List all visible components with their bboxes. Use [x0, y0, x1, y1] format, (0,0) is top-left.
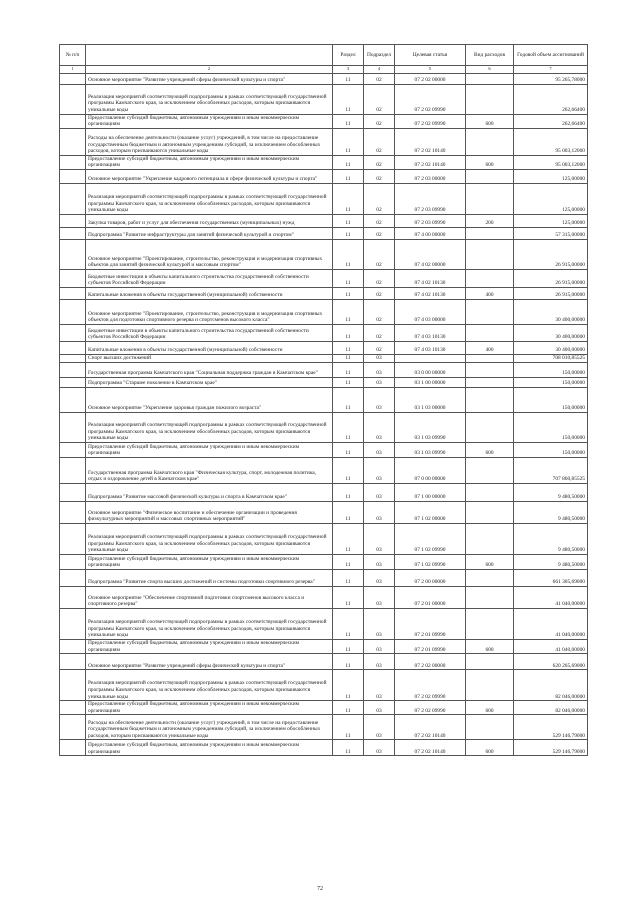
row-podrazdel: 02 — [364, 114, 395, 128]
row-num — [60, 670, 86, 701]
row-vid: 400 — [466, 341, 514, 354]
row-name: Капитальные вложения в объекты государственной (муниципальной) собственности — [86, 341, 333, 354]
row-sum: 95 003,12000 — [514, 155, 588, 169]
row-name: Основное мероприятие "Развитие учреждений сферы физической культуры и спорта" — [86, 73, 333, 84]
row-razdel: 11 — [333, 341, 364, 354]
row-num — [60, 715, 86, 740]
row-razdel: 11 — [333, 608, 364, 639]
row-sum: 529 146,79000 — [514, 715, 588, 740]
row-target: 07 0 00 00000 — [395, 457, 466, 483]
row-podrazdel: 03 — [364, 387, 395, 412]
row-target: 07 2 03 09990 — [395, 214, 466, 227]
row-num — [60, 84, 86, 114]
row-target: 07 1 02 00000 — [395, 501, 466, 523]
row-num — [60, 269, 86, 287]
row-num — [60, 701, 86, 715]
row-target: 03 1 03 09990 — [395, 442, 466, 457]
table-row — [60, 227, 588, 239]
row-target: 07 2 02 10140 — [395, 715, 466, 740]
row-name: Государственная программа Камчатского края "Физическая культура, спорт, молодежная политика, отдых и оздоровление детей в Камчатском крае" — [86, 457, 333, 483]
row-podrazdel: 02 — [364, 214, 395, 227]
row-podrazdel: 02 — [364, 84, 395, 114]
row-target: 03 1 03 09990 — [395, 412, 466, 442]
row-target: 07 2 01 09990 — [395, 608, 466, 639]
row-vid — [466, 128, 514, 155]
row-podrazdel: 03 — [364, 740, 395, 756]
row-name: Основное мероприятие "Проектирование, строительство, реконструкция и модернизация спортивных объектов для занятий физической культурой и массовым спортом" — [86, 239, 333, 269]
table-row — [60, 377, 588, 387]
page-number: 72 — [317, 886, 323, 892]
row-target: 07 2 02 10140 — [395, 740, 466, 756]
row-sum: 95 265,78000 — [514, 73, 588, 84]
row-podrazdel: 03 — [364, 354, 395, 362]
table-row — [60, 362, 588, 377]
column-number-row — [60, 66, 588, 74]
row-vid — [466, 523, 514, 554]
row-target: 07 4 03 00000 — [395, 299, 466, 324]
row-sum: 9 480,50000 — [514, 554, 588, 569]
row-razdel: 11 — [333, 442, 364, 457]
row-num — [60, 114, 86, 128]
row-razdel: 11 — [333, 569, 364, 586]
row-vid: 200 — [466, 214, 514, 227]
row-vid — [466, 586, 514, 608]
row-target: 07 2 02 10140 — [395, 128, 466, 155]
row-num — [60, 341, 86, 354]
row-razdel: 11 — [333, 239, 364, 269]
row-num — [60, 239, 86, 269]
row-sum: 529 146,79000 — [514, 740, 588, 756]
row-vid — [466, 377, 514, 387]
row-sum: 26 915,00000 — [514, 269, 588, 287]
table-row — [60, 155, 588, 169]
row-num — [60, 412, 86, 442]
table-row — [60, 608, 588, 639]
row-num — [60, 554, 86, 569]
row-target: 03 0 00 00000 — [395, 362, 466, 377]
row-num — [60, 324, 86, 341]
row-podrazdel: 03 — [364, 654, 395, 670]
row-target: 07 4 03 10130 — [395, 324, 466, 341]
table-body — [60, 73, 588, 756]
row-name: Закупка товаров, работ и услуг для обеспечения государственных (муниципальных) нужд — [86, 214, 333, 227]
row-target — [395, 354, 466, 362]
row-sum: 95 003,12000 — [514, 128, 588, 155]
col-number: 1 — [60, 66, 86, 74]
row-num — [60, 214, 86, 227]
table-row — [60, 183, 588, 214]
table-row — [60, 715, 588, 740]
row-target: 07 2 02 00000 — [395, 73, 466, 84]
row-vid — [466, 84, 514, 114]
table-row — [60, 299, 588, 324]
row-name: Подпрограмма "Развитие инфраструктуры для занятий физической культурой и спортом" — [86, 227, 333, 239]
row-razdel: 11 — [333, 457, 364, 483]
row-podrazdel: 03 — [364, 670, 395, 701]
table-row — [60, 569, 588, 586]
row-vid — [466, 457, 514, 483]
row-sum: 150,00000 — [514, 377, 588, 387]
row-podrazdel: 03 — [364, 483, 395, 501]
row-name: Подпрограмма "Старшее поколение в Камчатском крае" — [86, 377, 333, 387]
row-name: Предоставление субсидий бюджетным, автономным учреждениям и иным некоммерческим организациям — [86, 114, 333, 128]
row-num — [60, 287, 86, 299]
row-name: Основное мероприятие "Физическое воспитание и обеспечение организации и проведения физкультурных мероприятий и массовых спортивных мероприятий" — [86, 501, 333, 523]
table-row — [60, 287, 588, 299]
row-num — [60, 740, 86, 756]
row-podrazdel: 02 — [364, 227, 395, 239]
row-podrazdel: 03 — [364, 523, 395, 554]
row-target: 07 2 02 09990 — [395, 114, 466, 128]
row-podrazdel: 03 — [364, 457, 395, 483]
row-name: Расходы на обеспечение деятельности (оказание услуг) учреждений, в том числе на предоставление государственным бюджетным и автономным учреждениям субсидий, за исключением обособленных расходов, которым присваиваются уникальные коды — [86, 128, 333, 155]
row-name: Основное мероприятие "Проектирование, строительство, реконструкция и модернизация спортивных объектов для подготовки спортивного резерва и спортсменов высокого класса" — [86, 299, 333, 324]
table-row — [60, 670, 588, 701]
row-razdel: 11 — [333, 114, 364, 128]
row-target: 07 2 02 09990 — [395, 670, 466, 701]
row-num — [60, 362, 86, 377]
row-podrazdel: 03 — [364, 442, 395, 457]
row-vid — [466, 299, 514, 324]
table-row — [60, 269, 588, 287]
row-name: Спорт высших достижений — [86, 354, 333, 362]
row-name: Основное мероприятие "Обеспечение спортивной подготовки спортсменов высокого класса и спортивного резерва" — [86, 586, 333, 608]
table-row — [60, 84, 588, 114]
row-name: Государственная программа Камчатского края "Социальная поддержка граждан в Камчатском крае" — [86, 362, 333, 377]
row-podrazdel: 03 — [364, 608, 395, 639]
row-sum: 41 040,00000 — [514, 608, 588, 639]
row-podrazdel: 02 — [364, 324, 395, 341]
row-vid — [466, 654, 514, 670]
row-num — [60, 501, 86, 523]
row-sum: 57 315,00000 — [514, 227, 588, 239]
col-number: 4 — [364, 66, 395, 74]
table-row — [60, 457, 588, 483]
row-razdel: 11 — [333, 377, 364, 387]
table-row — [60, 169, 588, 183]
row-vid — [466, 387, 514, 412]
row-num — [60, 442, 86, 457]
header-razdel: Раздел — [333, 45, 364, 66]
row-vid: 400 — [466, 287, 514, 299]
row-sum: 125,00000 — [514, 214, 588, 227]
col-number: 7 — [514, 66, 588, 74]
row-num — [60, 483, 86, 501]
table-row — [60, 114, 588, 128]
row-podrazdel: 02 — [364, 287, 395, 299]
row-razdel: 11 — [333, 670, 364, 701]
row-sum: 125,00000 — [514, 183, 588, 214]
row-target: 07 4 03 10130 — [395, 341, 466, 354]
row-num — [60, 128, 86, 155]
row-target: 07 2 02 00000 — [395, 654, 466, 670]
row-num — [60, 227, 86, 239]
row-razdel: 11 — [333, 299, 364, 324]
row-target: 07 4 02 10130 — [395, 287, 466, 299]
row-vid — [466, 183, 514, 214]
row-sum: 620 265,69000 — [514, 654, 588, 670]
row-razdel: 11 — [333, 324, 364, 341]
row-sum: 150,00000 — [514, 412, 588, 442]
row-target: 07 2 03 09990 — [395, 183, 466, 214]
row-target: 07 1 02 09990 — [395, 523, 466, 554]
row-num — [60, 155, 86, 169]
row-sum: 30 400,00000 — [514, 299, 588, 324]
row-sum: 661 305,69000 — [514, 569, 588, 586]
row-sum: 708 010,85525 — [514, 354, 588, 362]
row-num — [60, 586, 86, 608]
row-target: 07 4 02 00000 — [395, 239, 466, 269]
row-razdel: 11 — [333, 523, 364, 554]
row-name: Предоставление субсидий бюджетным, автономным учреждениям и иным некоммерческим организациям — [86, 701, 333, 715]
table-row — [60, 654, 588, 670]
row-razdel: 11 — [333, 501, 364, 523]
row-num — [60, 183, 86, 214]
row-target: 07 1 02 09990 — [395, 554, 466, 569]
header-num: № п/п — [60, 45, 86, 66]
table-row — [60, 214, 588, 227]
row-podrazdel: 02 — [364, 128, 395, 155]
row-podrazdel: 02 — [364, 269, 395, 287]
table-row — [60, 73, 588, 84]
row-name: Реализация мероприятий соответствующей подпрограммы в рамках соответствующей государственной программы Камчатского края, за исключением обособленных расходов, которым присваиваются уникальные коды — [86, 183, 333, 214]
row-sum: 262,66400 — [514, 114, 588, 128]
col-number: 6 — [466, 66, 514, 74]
row-vid — [466, 412, 514, 442]
row-num — [60, 608, 86, 639]
table-row — [60, 523, 588, 554]
row-razdel: 11 — [333, 73, 364, 84]
row-name: Реализация мероприятий соответствующей подпрограммы в рамках соответствующей государственной программы Камчатского края, за исключением обособленных расходов, которым присваиваются уникальные коды — [86, 670, 333, 701]
row-razdel: 11 — [333, 701, 364, 715]
row-name: Основное мероприятие "Укрепление здоровья граждан пожилого возраста" — [86, 387, 333, 412]
row-razdel: 11 — [333, 227, 364, 239]
row-target: 07 2 02 09990 — [395, 84, 466, 114]
row-name: Основное мероприятие "Укрепление кадрового потенциала в сфере физической культуры и спорта" — [86, 169, 333, 183]
row-razdel: 11 — [333, 287, 364, 299]
table-row — [60, 341, 588, 354]
row-razdel: 11 — [333, 483, 364, 501]
row-name: Реализация мероприятий соответствующей подпрограммы в рамках соответствующей государственной программы Камчатского края, за исключением обособленных расходов, которым присваиваются уникальные коды — [86, 84, 333, 114]
row-razdel: 11 — [333, 155, 364, 169]
col-number: 2 — [86, 66, 333, 74]
row-target: 07 2 02 10140 — [395, 155, 466, 169]
table-row — [60, 639, 588, 653]
row-vid — [466, 227, 514, 239]
row-podrazdel: 02 — [364, 341, 395, 354]
row-podrazdel: 03 — [364, 554, 395, 569]
row-razdel: 11 — [333, 362, 364, 377]
row-podrazdel: 02 — [364, 239, 395, 269]
row-vid — [466, 169, 514, 183]
row-vid — [466, 362, 514, 377]
row-target: 07 4 00 00000 — [395, 227, 466, 239]
row-sum: 707 860,85525 — [514, 457, 588, 483]
row-vid — [466, 670, 514, 701]
row-target: 07 2 00 00000 — [395, 569, 466, 586]
row-vid: 600 — [466, 442, 514, 457]
row-razdel: 11 — [333, 214, 364, 227]
row-podrazdel: 03 — [364, 586, 395, 608]
row-vid — [466, 73, 514, 84]
row-podrazdel: 02 — [364, 299, 395, 324]
row-vid — [466, 354, 514, 362]
row-target: 07 4 02 10130 — [395, 269, 466, 287]
row-target: 07 2 01 00000 — [395, 586, 466, 608]
row-vid — [466, 269, 514, 287]
row-sum: 9 480,50000 — [514, 483, 588, 501]
row-podrazdel: 03 — [364, 715, 395, 740]
row-razdel: 11 — [333, 354, 364, 362]
row-name: Подпрограмма "Развитие спорта высших достижений и системы подготовки спортивного резерва" — [86, 569, 333, 586]
row-vid: 600 — [466, 701, 514, 715]
row-razdel: 11 — [333, 269, 364, 287]
row-razdel: 11 — [333, 639, 364, 653]
row-num — [60, 73, 86, 84]
row-vid: 600 — [466, 155, 514, 169]
row-podrazdel: 02 — [364, 183, 395, 214]
row-sum: 150,00000 — [514, 442, 588, 457]
row-num — [60, 569, 86, 586]
row-podrazdel: 02 — [364, 169, 395, 183]
row-sum: 26 915,00000 — [514, 239, 588, 269]
row-num — [60, 354, 86, 362]
row-name: Бюджетные инвестиции в объекты капитального строительства государственной собственности субъектов Российской Федерации — [86, 324, 333, 341]
row-razdel: 11 — [333, 183, 364, 214]
row-num — [60, 169, 86, 183]
col-number: 5 — [395, 66, 466, 74]
row-name: Подпрограмма "Развитие массовой физической культуры и спорта в Камчатском крае" — [86, 483, 333, 501]
row-podrazdel: 03 — [364, 362, 395, 377]
row-vid — [466, 324, 514, 341]
row-sum: 9 480,50000 — [514, 501, 588, 523]
budget-table — [59, 44, 588, 756]
table-row — [60, 412, 588, 442]
row-razdel: 11 — [333, 84, 364, 114]
row-target: 03 1 00 00000 — [395, 377, 466, 387]
row-podrazdel: 03 — [364, 501, 395, 523]
row-num — [60, 299, 86, 324]
row-name: Основное мероприятие "Развитие учреждений сферы физической культуры и спорта" — [86, 654, 333, 670]
row-name: Реализация мероприятий соответствующей подпрограммы в рамках соответствующей государственной программы Камчатского края, за исключением обособленных расходов, которым присваиваются уникальные коды — [86, 523, 333, 554]
row-name: Реализация мероприятий соответствующей подпрограммы в рамках соответствующей государственной программы Камчатского края, за исключением обособленных расходов, которым присваиваются уникальные коды — [86, 608, 333, 639]
row-name: Реализация мероприятий соответствующей подпрограммы в рамках соответствующей государственной программы Камчатского края, за исключением обособленных расходов, которым присваиваются уникальные коды — [86, 412, 333, 442]
row-sum: 26 915,00000 — [514, 287, 588, 299]
row-vid: 600 — [466, 554, 514, 569]
row-target: 07 2 03 00000 — [395, 169, 466, 183]
row-vid — [466, 483, 514, 501]
row-razdel: 11 — [333, 169, 364, 183]
table-row — [60, 586, 588, 608]
row-name: Капитальные вложения в объекты государственной (муниципальной) собственности — [86, 287, 333, 299]
table-row — [60, 701, 588, 715]
row-sum: 41 040,00000 — [514, 639, 588, 653]
table-row — [60, 442, 588, 457]
header-name — [86, 45, 333, 66]
row-razdel: 11 — [333, 715, 364, 740]
row-podrazdel: 03 — [364, 412, 395, 442]
row-name: Предоставление субсидий бюджетным, автономным учреждениям и иным некоммерческим организациям — [86, 554, 333, 569]
row-vid: 600 — [466, 740, 514, 756]
header-vid: Вид расходов — [466, 45, 514, 66]
row-num — [60, 523, 86, 554]
row-razdel: 11 — [333, 740, 364, 756]
row-sum: 41 040,00000 — [514, 586, 588, 608]
row-sum: 9 480,50000 — [514, 523, 588, 554]
row-sum: 30 400,00000 — [514, 341, 588, 354]
row-num — [60, 377, 86, 387]
row-vid: 600 — [466, 639, 514, 653]
table-row — [60, 483, 588, 501]
table-row — [60, 387, 588, 412]
row-sum: 125,00000 — [514, 169, 588, 183]
row-razdel: 11 — [333, 387, 364, 412]
row-razdel: 11 — [333, 128, 364, 155]
row-podrazdel: 02 — [364, 155, 395, 169]
row-name: Предоставление субсидий бюджетным, автономным учреждениям и иным некоммерческим организациям — [86, 740, 333, 756]
row-num — [60, 457, 86, 483]
row-name: Бюджетные инвестиции в объекты капитального строительства государственной собственности субъектов Российской Федерации — [86, 269, 333, 287]
row-vid: 600 — [466, 114, 514, 128]
row-razdel: 11 — [333, 586, 364, 608]
table-row — [60, 501, 588, 523]
row-sum: 262,66400 — [514, 84, 588, 114]
table-row — [60, 740, 588, 756]
row-sum: 30 400,00000 — [514, 324, 588, 341]
row-sum: 150,00000 — [514, 362, 588, 377]
row-target: 07 2 01 09990 — [395, 639, 466, 653]
col-number: 3 — [333, 66, 364, 74]
row-podrazdel: 03 — [364, 639, 395, 653]
row-target: 03 1 03 00000 — [395, 387, 466, 412]
row-vid — [466, 715, 514, 740]
row-name: Предоставление субсидий бюджетным, автономным учреждениям и иным некоммерческим организациям — [86, 155, 333, 169]
table-row — [60, 239, 588, 269]
header-target: Целевая статья — [395, 45, 466, 66]
row-vid — [466, 501, 514, 523]
row-name: Предоставление субсидий бюджетным, автономным учреждениям и иным некоммерческим организациям — [86, 639, 333, 653]
table-row — [60, 324, 588, 341]
row-target: 07 1 00 00000 — [395, 483, 466, 501]
row-vid — [466, 239, 514, 269]
row-podrazdel: 03 — [364, 377, 395, 387]
row-razdel: 11 — [333, 654, 364, 670]
row-razdel: 11 — [333, 412, 364, 442]
row-sum: 82 046,00000 — [514, 701, 588, 715]
row-vid — [466, 608, 514, 639]
table-row — [60, 128, 588, 155]
row-num — [60, 654, 86, 670]
header-row — [60, 45, 588, 66]
row-sum: 82 046,00000 — [514, 670, 588, 701]
row-podrazdel: 02 — [364, 73, 395, 84]
row-vid — [466, 569, 514, 586]
row-podrazdel: 03 — [364, 569, 395, 586]
table-row — [60, 354, 588, 362]
row-name: Расходы на обеспечение деятельности (оказание услуг) учреждений, в том числе на предоставление государственным бюджетным и автономным учреждениям субсидий, за исключением обособленных расходов, которым присваиваются уникальные коды — [86, 715, 333, 740]
row-name: Предоставление субсидий бюджетным, автономным учреждениям и иным некоммерческим организациям — [86, 442, 333, 457]
header-podrazdel: Подраздел — [364, 45, 395, 66]
row-sum: 150,00000 — [514, 387, 588, 412]
row-podrazdel: 03 — [364, 701, 395, 715]
row-target: 07 2 02 09990 — [395, 701, 466, 715]
row-razdel: 11 — [333, 554, 364, 569]
table-row — [60, 554, 588, 569]
row-num — [60, 387, 86, 412]
header-sum: Годовой объем ассигнований — [514, 45, 588, 66]
row-num — [60, 639, 86, 653]
